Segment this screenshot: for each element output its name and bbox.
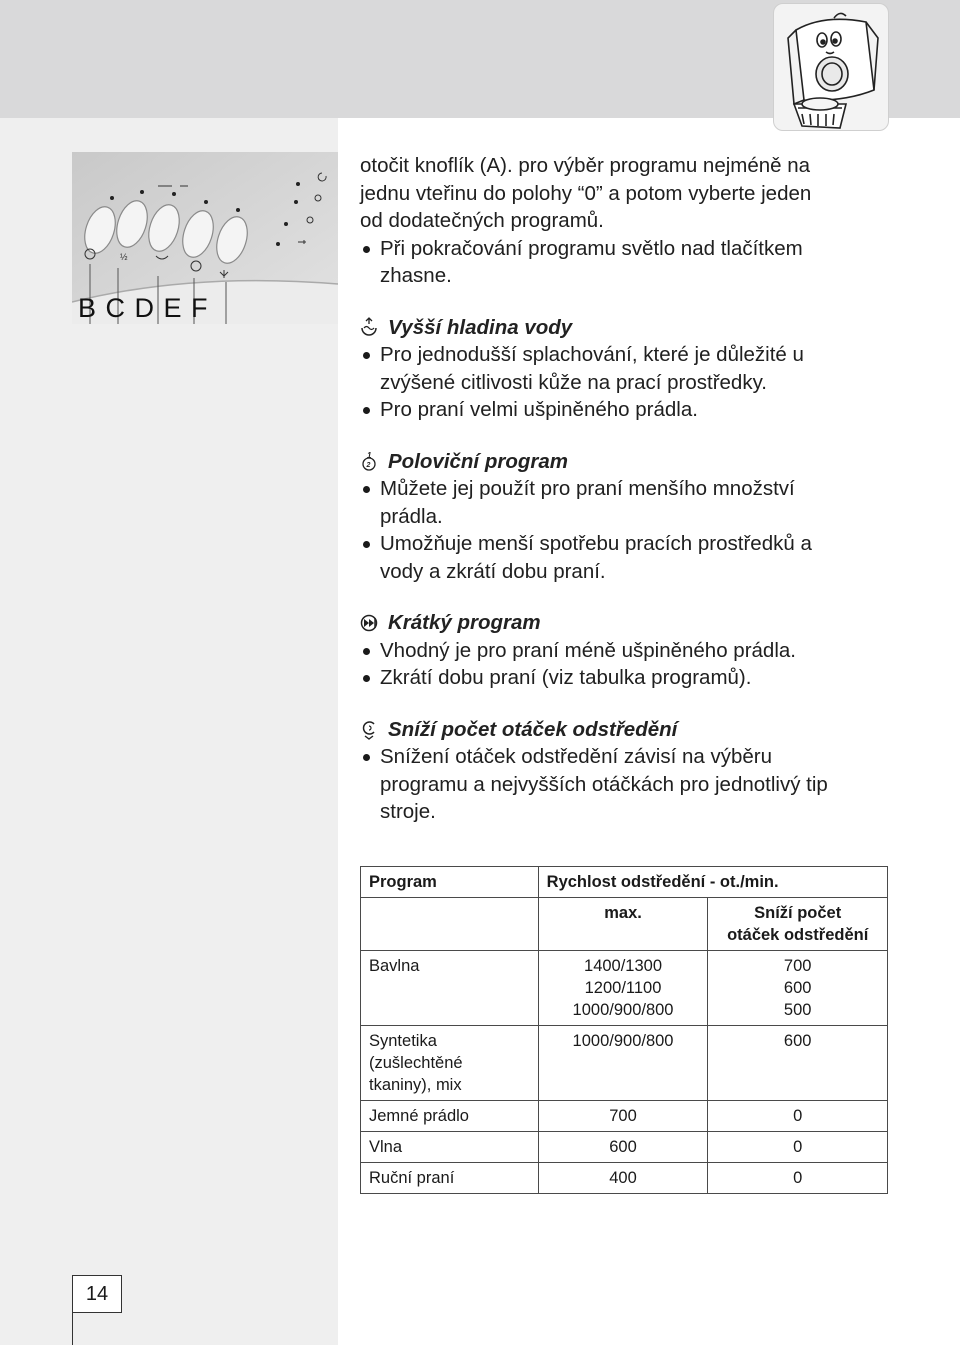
subheader-reduced: Sníží počet otáček odstředění	[708, 898, 888, 951]
section-half-program	[360, 448, 920, 586]
table-row	[361, 1026, 888, 1101]
bullet-item: Můžete jej použít pro praní menšího množství	[360, 475, 920, 503]
cell-program: Bavlna	[361, 951, 539, 1026]
table-row	[361, 1132, 888, 1163]
washing-machine-mascot-icon	[774, 4, 890, 132]
half-program-icon	[360, 450, 378, 472]
bullet-item: Vhodný je pro praní méně ušpiněného prádla.	[360, 637, 920, 665]
bullet-continuation: vody a zkrátí dobu praní.	[380, 559, 606, 583]
bullet-continuation: zvýšené citlivosti kůže na prací prostředky.	[380, 370, 767, 394]
cell-reduced: 0	[708, 1163, 888, 1194]
section-title: Vyšší hladina vody	[388, 315, 573, 339]
section-heading	[360, 448, 920, 476]
section-title: Sníží počet otáček odstředění	[388, 717, 678, 741]
cell-max: 600	[538, 1132, 708, 1163]
bullet-item: Zkrátí dobu praní (viz tabulka programů).	[360, 664, 920, 692]
table-row	[361, 1101, 888, 1132]
cell-reduced: 0	[708, 1132, 888, 1163]
table-row	[361, 1163, 888, 1194]
bullet-continuation: stroje.	[380, 800, 436, 823]
cell-max: 400	[538, 1163, 708, 1194]
cell-program: Jemné prádlo	[361, 1101, 539, 1132]
cell-max: 1000/900/800	[538, 1026, 708, 1101]
instructions-text	[360, 152, 920, 826]
water-level-icon	[360, 316, 378, 338]
section-water-level	[360, 314, 920, 424]
table-header-row	[361, 867, 888, 898]
panel-button-letters: B C D E F	[78, 293, 209, 323]
bullet-item: Pro praní velmi ušpiněného prádla.	[360, 396, 920, 424]
intro-line: od dodatečných programů.	[360, 209, 604, 232]
cell-reduced: 0	[708, 1101, 888, 1132]
section-title: Krátký program	[388, 611, 541, 634]
spin-speed-table	[360, 866, 888, 1194]
header-spin-speed: Rychlost odstředění - ot./min.	[538, 867, 887, 898]
bullet-item: Umožňuje menší spotřebu pracích prostředků a	[360, 530, 920, 558]
bullet-continuation: zhasne.	[380, 264, 452, 287]
svg-text:2: 2	[366, 462, 371, 470]
section-heading	[360, 716, 920, 744]
cell-reduced: 600	[708, 1026, 888, 1101]
section-spin-reduction	[360, 716, 920, 826]
subheader-max: max.	[538, 898, 708, 951]
cell-program: Ruční praní	[361, 1163, 539, 1194]
washing-machine-mascot-logo	[773, 3, 889, 131]
bullet-continuation: prádla.	[380, 504, 443, 528]
bullet-item: Při pokračování programu světlo nad tlačítkem	[360, 235, 920, 263]
intro-line: otočit knoflík (A). pro výběr programu nejméně na	[360, 154, 811, 177]
section-heading	[360, 314, 920, 342]
cell-program: Syntetika (zušlechtěné tkaniny), mix	[361, 1026, 539, 1101]
section-title: Poloviční program	[388, 449, 568, 473]
section-heading	[360, 609, 920, 637]
page-number: 14	[72, 1275, 122, 1313]
svg-text:½: ½	[120, 252, 128, 262]
cell-reduced: 700 600 500	[708, 951, 888, 1026]
bullet-continuation: programu a nejvyšších otáčkách pro jednotlivý tip	[380, 772, 828, 796]
bullet-item: Pro jednodušší splachování, které je důležité u	[360, 341, 920, 369]
cell-max: 1400/1300 1200/1100 1000/900/800	[538, 951, 708, 1026]
page-number-rule	[72, 1313, 73, 1345]
cell-max: 700	[538, 1101, 708, 1132]
spin-reduction-icon	[360, 718, 378, 740]
table-row	[361, 951, 888, 1026]
svg-text:1: 1	[367, 451, 372, 461]
header-program: Program	[361, 867, 539, 898]
section-short-program	[360, 609, 920, 692]
short-program-icon	[360, 612, 378, 634]
cell-program: Vlna	[361, 1132, 539, 1163]
bullet-item: Snížení otáček odstředění závisí na výběru	[360, 743, 920, 771]
table-subheader-row	[361, 898, 888, 951]
intro-line: jednu vteřinu do polohy “0” a potom vyberte jeden	[360, 181, 812, 205]
